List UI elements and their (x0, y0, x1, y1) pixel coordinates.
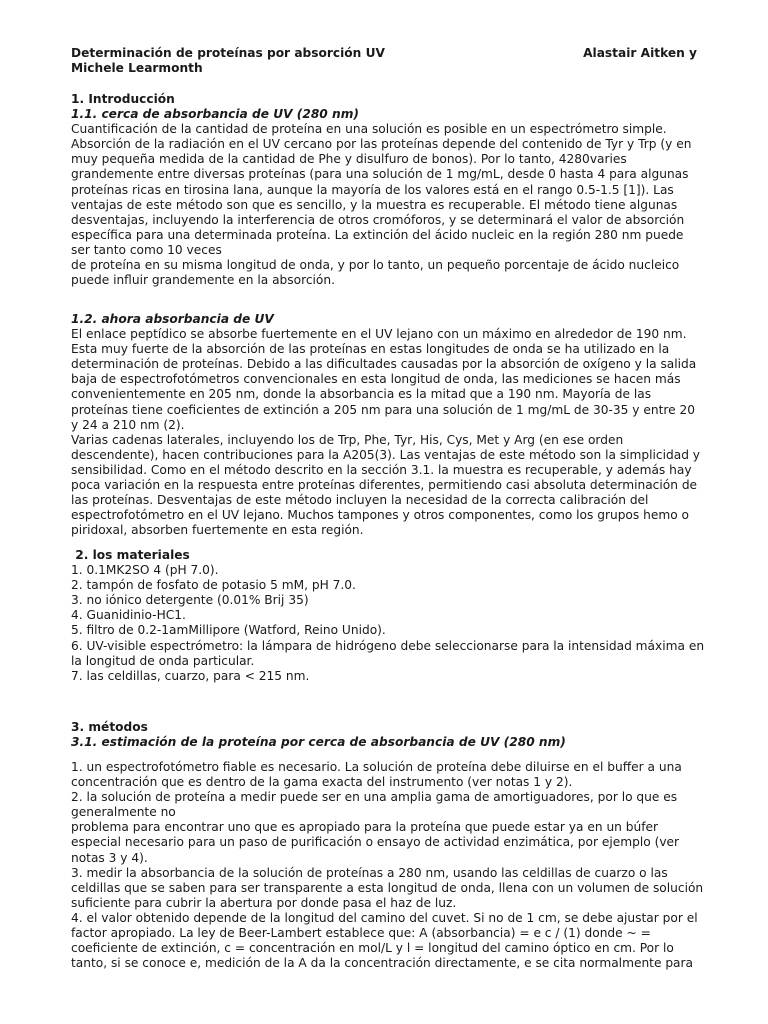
list-item: 1. 0.1MK2SO 4 (pH 7.0). (71, 563, 219, 578)
paragraph-line: ventajas de este método son que es sencillo, y la muestra es recuperable. El método tiene algunas (71, 197, 678, 212)
paragraph-line: El enlace peptídico se absorbe fuertemente en el UV lejano con un máximo en alrededor de 190 nm. (71, 327, 687, 342)
list-item: 6. UV-visible espectrómetro: la lámpara de hidrógeno debe seleccionarse para la intensidad máxima en (71, 638, 705, 653)
paragraph-line: concentración que es dentro de la gama exacta del instrumento (ver notas 1 y 2). (71, 775, 573, 790)
paragraph-line: 1. un espectrofotómetro fiable es necesario. La solución de proteína debe diluirse en el buffer a una (71, 760, 682, 774)
paragraph-line: celdillas que se saben para ser transparente a esta longitud de onda, llena con un volumen de solución (71, 880, 704, 895)
paragraph-line: muy pequeña medida de la cantidad de Phe y disulfuro de bonos). Por lo tanto, 4280varies (71, 152, 627, 167)
paragraph-line: generalmente no (71, 805, 176, 820)
paragraph-line: descendente), hacen contribuciones para la A205(3). Las ventajas de este método son la simplicidad y (71, 447, 701, 462)
section-methods (71, 720, 727, 750)
list-item: la longitud de onda particular. (71, 653, 255, 668)
section-far-uv (71, 312, 727, 538)
paragraph-line: 2. la solución de proteína a medir puede ser en una amplia gama de amortiguadores, por lo que es (71, 790, 678, 805)
methods-steps (71, 760, 727, 971)
paragraph-line: puede influir grandemente en la absorción. (71, 273, 335, 288)
paragraph-line: Varias cadenas laterales, incluyendo los de Trp, Phe, Tyr, His, Cys, Met y Arg (en ese orden (71, 432, 624, 447)
subsection-heading: 3.1. estimación de la proteína por cerca de absorbancia de UV (280 nm) (71, 735, 566, 750)
paragraph-line: poca variación en la respuesta entre proteínas diferentes, permitiendo casi absoluta determinación de (71, 478, 698, 493)
paragraph-line: determinación de proteínas. Debido a las dificultades causadas por la absorción de oxígeno y la salida (71, 357, 697, 372)
list-item: 4. Guanidinio-HC1. (71, 608, 186, 623)
document-title: Determinación de proteínas por absorción UV (71, 46, 385, 60)
paragraph-line: proteínas tiene coeficientes de extinción a 205 nm para una solución de 1 mg/mL de 30-35 y entre 20 (71, 402, 696, 417)
section-introduction (71, 92, 727, 288)
paragraph-line: 4. el valor obtenido depende de la longitud del camino del cuvet. Si no de 1 cm, se debe ajustar por el (71, 910, 698, 925)
paragraph-line: notas 3 y 4). (71, 850, 148, 865)
paragraph-line: grandemente entre diversas proteínas (para una solución de 1 mg/mL, desde 0 hasta 4 para algunas (71, 167, 689, 182)
paragraph-line: coeficiente de extinción, c = concentración en mol/L y l = longitud del camino óptico en cm. Por lo (71, 941, 674, 956)
paragraph-line: especial necesario para un paso de purificación o ensayo de actividad enzimática, por ejemplo (ver (71, 835, 680, 850)
paragraph-line: piridoxal, absorben fuertemente en esta región. (71, 523, 364, 538)
section-heading: 2. los materiales (71, 548, 190, 562)
section-heading: 3. métodos (71, 720, 148, 734)
paragraph-line: de proteína en su misma longitud de onda, y por lo tanto, un pequeño porcentaje de ácido nucleico (71, 258, 680, 273)
section-materials (71, 548, 727, 684)
paragraph-line: proteínas ricas en tirosina lana, aunque la mayoría de los valores está en el rango 0.5-1.5 [1]). Las (71, 182, 674, 197)
authors-line-2: Michele Learmonth (71, 61, 203, 76)
authors-line-1: Alastair Aitken y (583, 46, 697, 60)
paragraph-line: baja de espectrofotómetros convencionales en esta longitud de onda, las mediciones se hacen más (71, 372, 681, 387)
document-header (71, 46, 727, 76)
list-item: 7. las celdillas, cuarzo, para < 215 nm. (71, 668, 310, 683)
paragraph-line: ser tanto como 10 veces (71, 242, 222, 257)
paragraph-line: Cuantificación de la cantidad de proteína en una solución es posible en un espectrómetro simple. (71, 122, 667, 137)
subsection-heading: 1.2. ahora absorbancia de UV (71, 312, 274, 326)
paragraph-line: Absorción de la radiación en el UV cercano por las proteínas depende del contenido de Tyr y Trp (y en (71, 137, 692, 152)
paragraph-line: convenientemente en 205 nm, donde la absorbancia es la mitad que a 190 nm. Mayoría de las (71, 387, 652, 402)
paragraph-line: Esta muy fuerte de la absorción de las proteínas en estas longitudes de onda se ha utilizado en la (71, 342, 670, 357)
paragraph-line: sensibilidad. Como en el método descrito en la sección 3.1. la muestra es recuperable, y además hay (71, 462, 692, 477)
paragraph-line: 3. medir la absorbancia de la solución de proteínas a 280 nm, usando las celdillas de cuarzo o las (71, 865, 668, 880)
paragraph-line: desventajas, incluyendo la interferencia de otros cromóforos, y se determinará el valor de absorción (71, 212, 685, 227)
subsection-heading: 1.1. cerca de absorbancia de UV (280 nm) (71, 107, 359, 122)
section-heading: 1. Introducción (71, 92, 175, 106)
paragraph-line: y 24 a 210 nm (2). (71, 417, 185, 432)
list-item: 2. tampón de fosfato de potasio 5 mM, pH 7.0. (71, 578, 356, 593)
paragraph-line: problema para encontrar uno que es apropiado para la proteína que puede estar ya en un búfer (71, 820, 659, 835)
paragraph-line: específica para una determinada proteína. La extinción del ácido nucleic en la región 280 nm puede (71, 227, 684, 242)
paragraph-line: factor apropiado. La ley de Beer-Lambert establece que: A (absorbancia) = e c / (1) donde ~ = (71, 926, 651, 941)
list-item: 3. no iónico detergente (0.01% Brij 35) (71, 593, 309, 608)
paragraph-line: espectrofotómetro en el UV lejano. Muchos tampones y otros componentes, como los grupos hemo o (71, 508, 689, 523)
paragraph-line: tanto, si se conoce e, medición de la A da la concentración directamente, e se cita normalmente para (71, 956, 694, 971)
paragraph-line: las proteínas. Desventajas de este método incluyen la necesidad de la correcta calibración del (71, 493, 649, 508)
paragraph-line: suficiente para cubrir la abertura por donde pasa el haz de luz. (71, 895, 457, 910)
list-item: 5. filtro de 0.2-1amMillipore (Watford, Reino Unido). (71, 623, 386, 638)
